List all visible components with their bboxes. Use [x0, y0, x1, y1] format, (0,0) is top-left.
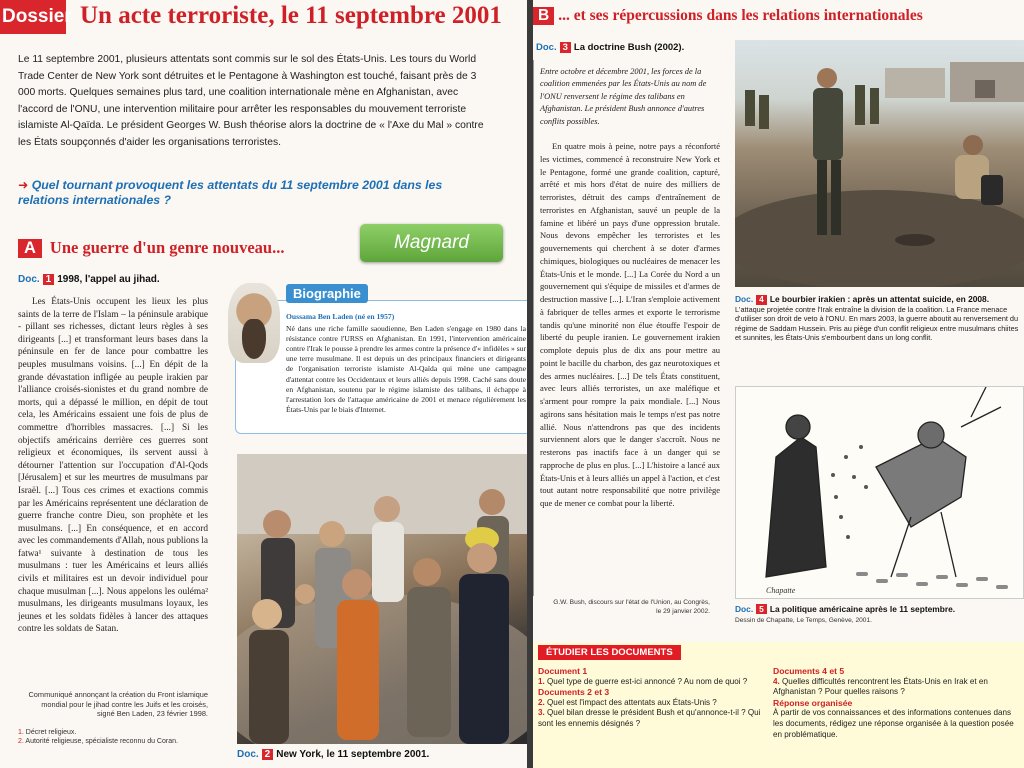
- doc3-heading: [536, 42, 684, 53]
- biography-text: [286, 312, 526, 415]
- right-page: [533, 0, 1024, 768]
- doc1-title: 1998, l'appel au jihad.: [57, 274, 160, 285]
- biography-name: Oussama Ben Laden (né en 1957): [286, 312, 395, 321]
- doc5-heading: Doc. 5 La politique américaine après le 11 septembre.: [735, 604, 956, 614]
- doc4-heading: Doc. 4 Le bourbier irakien : après un attentat suicide, en 2008.: [735, 294, 990, 304]
- biography-title: Biographie: [286, 284, 368, 303]
- doc-label: Doc.: [536, 42, 557, 53]
- question-3: 3. Quel bilan dresse le président Bush et qu'annonce-t-il ? Qui sont les ennemis désignés ?: [538, 708, 761, 728]
- bin-laden-portrait: [228, 283, 280, 363]
- section-a-heading: [18, 238, 284, 258]
- doc2-title: New York, le 11 septembre 2001.: [276, 749, 430, 760]
- new-york-photo: [237, 454, 527, 744]
- doc-number: 1: [43, 274, 55, 285]
- doc3-text: En quatre mois à peine, notre pays a réconforté les victimes, commencé à reconstruire New York et le Pentagone, formé une grande coalition, capturé, arrêté et mis hors d'état de nuire des milliers de terroristes, détruit des camps d'entraînement de terroristes en Afghanistan, sauvé un peuple de la famine et libéré un pays d'une oppression brutale. Nous devons empêcher les terroristes et les gouvernements qui cherchent à se doter d'armes chimiques, biologiques ou nucléaires de menacer les États-Unis et le monde. [...] La Corée du Nord a un gouvernement qui s'équipe de missiles et d'armes de destruction massive [...]. L'Iran s'emploie activement à fabriquer de telles armes et exporte le terrorisme tandis qu'une minorité non élue étouffe l'espoir de liberté du peuple iranien. Le gouvernement irakien complote depuis plus de dix ans pour mettre au point le bacille du charbon, des gaz neurotoxiques et des armes nucléaires. [...] De tels États constituent, avec leurs alliés terroristes, un axe maléfique et s'arment pour rompre la paix mondiale. [...] Nous agirons sans hésitation mais le temps n'est pas notre allié. Nous n'attendrons pas que des incidents surviennent alors que le danger s'accroît. Nous ne resterons pas inactifs face à un danger qui se rapproche de plus en plus. [...] L'histoire a lancé aux États-Unis et à leurs alliés un appel à l'action, et c'est tout autant notre responsabilité que notre privilège que de mener ce combat pour la liberté.: [540, 141, 720, 508]
- question-1: 1. Quel type de guerre est-ici annoncé ? Au nom de quoi ?: [538, 676, 748, 686]
- iraq-photo: [735, 40, 1024, 287]
- new-york-photo-scene: [237, 454, 527, 744]
- doc4-text: L'attaque projetée contre l'Irak entraîne la division de la coalition. La France menace d'utiliser son droit de veto à l'ONU. En mars 2003, la guerre aboutit au renversement du régime de Saddam Hussein. Pris au piège d'un conflit religieux entre musulmans chiites et sunnites, les États-Unis s'embourbent dans un long conflit.: [735, 304, 1019, 343]
- doc3-title: La doctrine Bush (2002).: [573, 42, 685, 53]
- section-title: Une guerre d'un genre nouveau...: [49, 238, 285, 257]
- doc1-text: Les États-Unis occupent les lieux les plus saints de la terre de l'Islam – la péninsule arabique - pillant ses richesses, dictant leurs règles à ses dirigeants [...] et transformant leurs bases dans la péninsule en fer de lance pour combattre les peuples musulmans voisins. [...] En dépit de la grande dévastation infligée au peuple irakien par l'alliance croisés-sionistes et du grand nombre de morts, qui a dépassé le million, en dépit de tout cela, les Américains essaient une fois de plus de commettre d'horribles massacres. [...] Si les objectifs américains derrière ces guerres sont religieux et économiques, ils servent aussi à détourner l'attention sur l'occupation d'Al-Qods [Jérusalem] et sur les meurtres de musulmans par Israël. [...] Tous ces crimes et exactions commis par les Américains représentent une déclaration de guerre franche contre Dieu, son prophète et les musulmans. [...] En conséquence, et en accord avec les commandements d'Allah, nous publions la fatwa¹ suivante à destination de tous les musulmans : tuer les Américains et leurs alliés civils et militaires est un devoir individuel pour chaque musulman [...]. Nous appelons les ouléma² musulmans, les dirigeants musulmans loyaux, les jeunes et les soldats fidèles à lancer des attaques contre les soldats de Satan.: [18, 297, 208, 635]
- dossier-tag: Dossier: [0, 0, 66, 34]
- doc-number: 3: [560, 42, 571, 53]
- section-letter: A: [18, 239, 42, 258]
- doc3-intro: Entre octobre et décembre 2001, les forces de la coalition emmenées par les États-Unis au nom de l'ONU renversent le régime des talibans en Afghanistan. Le président Bush annonce d'autres conflits possibles.: [540, 67, 707, 126]
- study-doc1-head: Document 1: [538, 666, 588, 676]
- doc-number: 2: [262, 749, 274, 760]
- question-2: 2. Quel est l'impact des attentats aux États-Unis ?: [538, 697, 717, 707]
- cartoon-signature: Chapatte: [766, 586, 796, 595]
- question-text: Quel tournant provoquent les attentats du 11 septembre 2001 dans les relations internationales ?: [18, 178, 443, 207]
- section-title: ... et ses répercussions dans les relations internationales: [558, 7, 923, 24]
- iraq-photo-scene: [735, 40, 1024, 287]
- doc5-credit: Dessin de Chapatte, Le Temps, Genève, 2001.: [735, 617, 872, 624]
- study-left-column: [538, 666, 773, 730]
- footnote-2: 2. Autorité religieuse, spécialiste reconnu du Coran.: [18, 738, 178, 745]
- intro-paragraph: Le 11 septembre 2001, plusieurs attentats sont commis sur le sol des États-Unis. Les tours du World Trade Center de New York sont détruites et le Pentagone à Washington est touché, faisant près de 3 000 morts. Quelques semaines plus tard, une coalition internationale mène en Afghanistan, avec l'accord de l'ONU, une intervention militaire pour arrêter les responsables du mouvement terroriste islamiste Al-Qaïda. Le président Georges W. Bush théorise alors la doctrine de « l'Axe du Mal » contre les États soupçonnés d'aider les organisations terroristes.: [18, 54, 484, 148]
- study-header: ÉTUDIER LES DOCUMENTS: [538, 645, 681, 660]
- section-letter: B: [533, 7, 554, 25]
- footnotes: [18, 728, 218, 746]
- doc2-caption: [237, 749, 429, 760]
- question-4: 4. Quelles difficultés rencontrent les États-Unis en Irak et en Afghanistan ? Pour quelles raisons ?: [773, 676, 988, 697]
- footnote-1: 1. Décret religieux.: [18, 729, 77, 736]
- doc-label: Doc.: [237, 749, 259, 760]
- political-cartoon: [735, 386, 1024, 599]
- study-questions-box: [533, 642, 1024, 768]
- section-b-heading: [533, 7, 923, 25]
- doc5-caption: [735, 604, 1022, 626]
- doc1-heading: [18, 274, 160, 285]
- doc4-caption: [735, 295, 1022, 343]
- doc3-source: G.W. Bush, discours sur l'état de l'Union, au Congrès, le 29 janvier 2002.: [553, 599, 710, 615]
- study-reponse-head: Réponse organisée: [773, 697, 853, 708]
- doc-label: Doc.: [18, 274, 40, 285]
- study-doc45-head: Documents 4 et 5: [773, 666, 845, 676]
- arrow-right-icon: ➜: [18, 178, 29, 192]
- magnard-watermark-button[interactable]: Magnard: [360, 224, 503, 262]
- reponse-text: À partir de vos connaissances et des informations contenues dans les documents, rédigez une réponse organisée à la question posée en problématique.: [773, 708, 1014, 739]
- study-right-column: [773, 666, 1021, 740]
- page-title: Un acte terroriste, le 11 septembre 2001: [80, 2, 502, 29]
- problematic-question: [18, 178, 488, 208]
- doc1-source: Communiqué annonçant la création du Front islamique mondial pour le jihad contre les Juifs et les croisés, signé Ben Laden, 23 février 1998.: [28, 690, 208, 718]
- biography-body: Né dans une riche famille saoudienne, Ben Laden s'engage en 1980 dans la résistance contre l'URSS en Afghanistan. En 1991, l'intervention américaine contre l'Irak le pousse à prendre les armes contre la présence d'« infidèles » sur une terre musulmane. Il est depuis un des principaux financiers et dirigeants de l'organisation terroriste islamiste Al-Qaïda qui mène une campagne d'attentat contre les Occidentaux et leurs alliés depuis 1998. Caché sans doute en Afghanistan, soutenu par le régime islamiste des talibans, il échappe à l'arrestation lors de l'attaque américaine de 2001 et menace régulièrement les États-Unis par le biais d'Internet.: [286, 324, 526, 414]
- study-doc23-head: Documents 2 et 3: [538, 687, 610, 698]
- political-cartoon-drawing: [736, 387, 1024, 599]
